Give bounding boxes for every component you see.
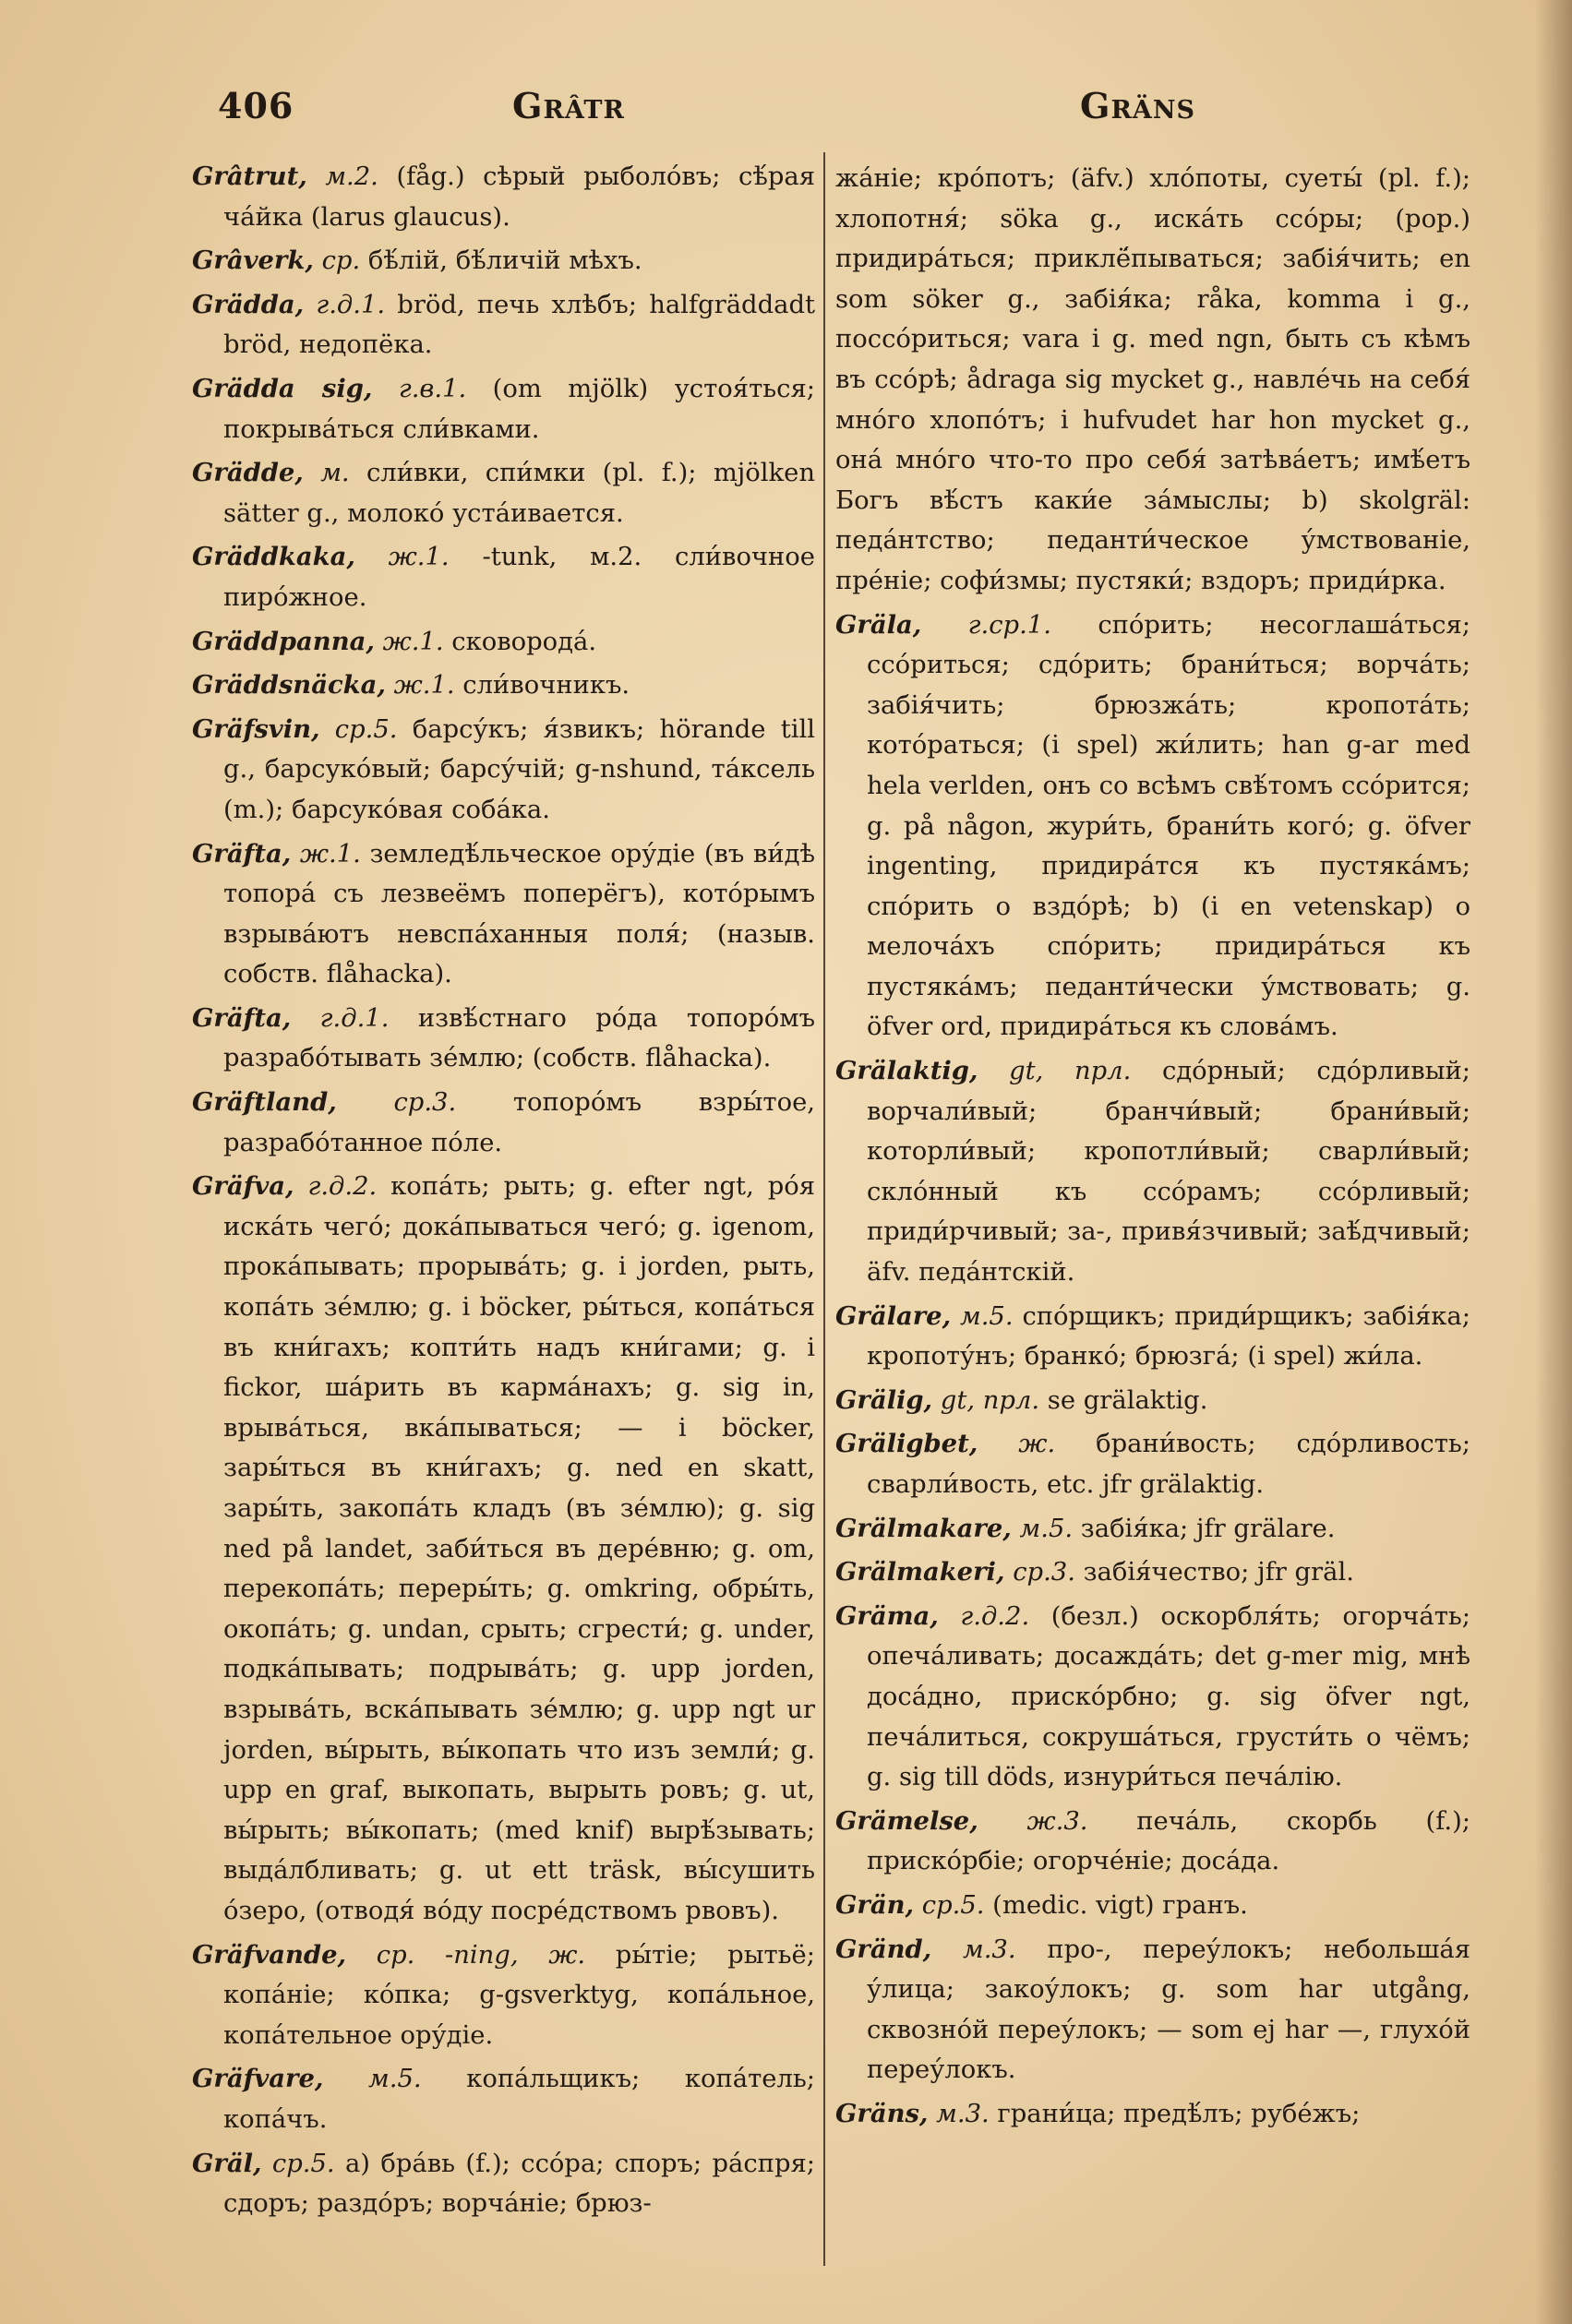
dictionary-entry <box>835 1597 1470 1798</box>
entry-definition: (om mjölk) устоя́ться; покрыва́ться сли́вками. <box>223 374 815 444</box>
dictionary-entry <box>192 1167 815 1931</box>
entry-definition: bröd, печь хлѣбъ; halfgräddadt bröd, недопёка. <box>223 290 815 360</box>
dictionary-entry <box>192 622 815 663</box>
entry-headword: Gräns, <box>835 2098 929 2128</box>
entry-headword: Gräfta, <box>192 838 292 869</box>
column-divider <box>823 152 825 2266</box>
dictionary-entry <box>192 1083 815 1163</box>
entry-definition: брани́вость; сдо́рливость; сварли́вость, etc. jfr grälaktig. <box>867 1430 1470 1499</box>
dictionary-entry <box>192 285 815 365</box>
entry-headword: Gräddsnäcka, <box>192 670 386 701</box>
entry-definition: копа́льщикъ; копа́тель; копа́чъ. <box>223 2065 816 2134</box>
dictionary-entry <box>835 1509 1470 1550</box>
entry-grammar: ж.1. <box>385 671 455 701</box>
entry-grammar: г.д.1. <box>291 1003 390 1033</box>
entry-grammar: м.5. <box>951 1301 1014 1331</box>
entry-headword: Gräfvare, <box>192 2064 324 2094</box>
entry-definition: топоро́мъ взры́тое, разрабо́танное по́ле. <box>223 1088 815 1157</box>
dictionary-entry <box>192 241 815 282</box>
entry-headword: Gräfvande, <box>192 1939 347 1970</box>
entry-grammar: г.в.1. <box>372 374 467 403</box>
entry-definition: сли́вочникъ. <box>454 671 630 701</box>
entry-grammar: ср.5. <box>319 714 398 744</box>
dictionary-entry <box>192 710 815 831</box>
dictionary-entry <box>835 2094 1470 2135</box>
entry-definition: спо́рщикъ; приди́рщикъ; забія́ка; кропоту́нъ; бранко́; брюзга́; (i spel) жи́ла. <box>867 1301 1470 1372</box>
dictionary-entry <box>835 159 1470 602</box>
entry-headword: Gräddpanna, <box>192 626 375 656</box>
entry-headword: Gräftland, <box>192 1087 337 1118</box>
dictionary-entry <box>192 665 815 706</box>
entry-grammar: м.5. <box>323 2065 422 2094</box>
entry-definition: печа́ль, скорбь (f.); приско́рбіе; огорче́ніе; доса́да. <box>867 1806 1470 1876</box>
entry-headword: Grâverk, <box>192 246 314 276</box>
entry-grammar: ср.3. <box>336 1088 457 1118</box>
dictionary-entry <box>835 1552 1470 1593</box>
entry-definition: барсу́къ; я́звикъ; hörande till g., барсуко́вый; барсу́чій; g-nshund, та́ксель (m.); барсуко́вая соба́ка. <box>223 714 815 824</box>
dictionary-entry <box>835 605 1470 1048</box>
right-column <box>835 159 1470 2138</box>
entry-headword: Gräligbet, <box>835 1429 978 1459</box>
entry-grammar: gt, прл. <box>978 1057 1132 1086</box>
entry-definition: сдо́рный; сдо́рливый; ворчали́вый; бранчи́вый; брани́вый; которли́вый; кропотли́вый; сварли́вый; скло́нный къ ссо́рамъ; ссо́рливый; приди́рчивый; за-, привя́зчивый; заѣ́дчивый; äfv. педа́нтскій. <box>867 1057 1470 1288</box>
entry-headword: Grän, <box>835 1889 915 1920</box>
entry-grammar: ср.5. <box>914 1890 985 1920</box>
entry-grammar: ср.5. <box>261 2149 335 2178</box>
dictionary-entry <box>192 2059 815 2139</box>
entry-definition: про-, переу́локъ; небольша́я у́лица; закоу́локъ; g. som har utgång, сквозно́й переу́локъ; — som ej har —, глухо́й переу́локъ. <box>867 1935 1471 2085</box>
entry-headword: Grädde, <box>192 458 304 488</box>
entry-headword: Grälare, <box>835 1300 952 1331</box>
dictionary-entry <box>192 2144 815 2224</box>
entry-grammar: ж. <box>978 1430 1056 1459</box>
entry-headword: Gränd, <box>835 1934 932 1964</box>
dictionary-entry <box>192 999 815 1079</box>
right-guide-word: Gräns <box>1080 85 1196 126</box>
entry-headword: Grämelse, <box>835 1805 978 1836</box>
entry-definition: жа́ніе; кро́потъ; (äfv.) хло́поты, суеты́ (pl. f.); хлопотня́; söka g., иска́ть ссо́ры; (pop.) придира́ться; приклё́пываться; забія́чить; en som söker g., забія́ка; råka, komma i g., поссо́риться; vara i g. med ngn, быть съ кѣмъ въ ссо́рѣ; ådraga sig mycket g., навле́чь на себя́ мно́го хлопо́тъ; i hufvudet har hon mycket g., она́ мно́го что-то про себя́ затѣва́етъ; имѣ́етъ Богъ вѣ́стъ каки́е за́мыслы; b) skolgräl: педа́нтство; педанти́ческое у́мствованіе, пре́ніе; софи́змы; пустяки́; вздоръ; приди́рка. <box>835 164 1470 595</box>
entry-definition: ры́тіе; рытьё; копа́ніе; ко́пка; g-gsverktyg, копа́льное, копа́тельное ору́діе. <box>223 1940 815 2050</box>
left-column <box>192 157 815 2228</box>
entry-grammar: м.3. <box>931 1935 1016 1964</box>
entry-definition: бѣ́лій, бѣ́личій мѣхъ. <box>360 246 642 276</box>
entry-grammar: ж.1. <box>354 543 450 572</box>
entry-grammar: ср. <box>313 246 361 276</box>
entry-headword: Gräfva, <box>192 1171 294 1202</box>
entry-grammar: ср. -ning, ж. <box>346 1940 586 1970</box>
dictionary-entry <box>192 453 815 533</box>
entry-grammar: м. <box>303 459 350 488</box>
dictionary-entry <box>192 1935 815 2056</box>
dictionary-entry <box>192 369 815 449</box>
entry-headword: Gräfta, <box>192 1002 292 1033</box>
entry-definition: -tunk, м.2. сли́вочное пиро́жное. <box>223 543 815 612</box>
entry-grammar: ж.3. <box>978 1806 1088 1836</box>
entry-headword: Gräl, <box>192 2148 262 2178</box>
dictionary-entry <box>835 1381 1470 1421</box>
entry-headword: Gräfsvin, <box>192 713 320 744</box>
page-edge-shadow <box>1535 0 1572 2324</box>
entry-definition: забія́ка; jfr grälare. <box>1073 1514 1336 1543</box>
entry-definition: se grälaktig. <box>1039 1385 1208 1415</box>
dictionary-entry <box>192 537 815 617</box>
entry-definition: грани́ца; предѣ́лъ; рубе́жъ; <box>989 2099 1361 2128</box>
dictionary-entry <box>835 1930 1470 2090</box>
entry-headword: Grälaktig, <box>835 1056 978 1086</box>
entry-headword: Gräma, <box>835 1600 939 1631</box>
entry-definition: забія́чество; jfr gräl. <box>1074 1558 1354 1587</box>
entry-definition: (medic. vigt) гранъ. <box>984 1890 1248 1920</box>
entry-definition: (безл.) оскорбля́ть; огорча́ть; опеча́ливать; досажда́ть; det g-mer mig, мнѣ доса́дно, приско́рбно; g. sig öfver ngt, печа́литься, сокруша́ться, грусти́ть о чёмъ; g. sig till döds, изнури́ться печа́лію. <box>867 1601 1470 1792</box>
left-guide-word: Grâtr <box>512 85 625 126</box>
entry-headword: Grälmakeri, <box>835 1557 1005 1587</box>
page-header <box>0 85 1572 140</box>
entry-headword: Gräla, <box>835 609 922 640</box>
entry-definition: сли́вки, спи́мки (pl. f.); mjölken sätter g., молоко́ уста́ивается. <box>223 459 815 528</box>
entry-grammar: г.д.2. <box>938 1601 1030 1631</box>
entry-grammar: г.ср.1. <box>921 610 1051 640</box>
dictionary-entry <box>835 1802 1470 1882</box>
dictionary-entry <box>835 1424 1470 1504</box>
entry-grammar: ср.3. <box>1004 1558 1075 1587</box>
entry-definition: извѣ́стнаго ро́да топоро́мъ разрабо́тывать зе́млю; (собств. flåhacka). <box>223 1003 815 1073</box>
dictionary-entry <box>835 1297 1470 1377</box>
entry-headword: Grädda, <box>192 289 305 319</box>
entry-definition: копа́ть; рыть; g. efter ngt, ро́я иска́ть чего́; дока́пываться чего́; g. igenom, прока́пывать; прорыва́ть; g. i jorden, рыть, копа́ть зе́млю; g. i böcker, ры́ться, копа́ться въ кни́гахъ; копти́ть надъ кни́гами; g. i fickor, ша́рить въ карма́нахъ; g. sig in, врыва́ться, вка́пываться; — i böcker, зары́ться въ кни́гахъ; g. ned en skatt, зары́ть, закопа́ть кладъ (въ зе́млю); g. sig ned på landet, заби́ться въ дере́вню; g. om, перекопа́ть; переры́ть; g. omkring, обры́ть, окопа́ть; g. undan, срыть; сгрести́; g. under, подка́пывать; подрыва́ть; g. upp jorden, взрыва́ть, вска́пывать зе́млю; g. upp ngt ur jorden, вы́рыть, вы́копать что изъ земли́; g. upp en graf, выкопать, вырыть ровъ; g. ut, вы́рыть; вы́копать; (med knif) вырѣ́зывать; выда́лбливать; g. ut ett träsk, вы́сушить о́зеро, (отводя́ во́ду посре́дствомъ рвовъ). <box>223 1172 815 1925</box>
entry-headword: Grâtrut, <box>192 162 307 191</box>
entry-headword: Grälmakare, <box>835 1513 1012 1543</box>
entry-headword: Grädda sig, <box>192 373 373 403</box>
dictionary-entry <box>192 157 815 237</box>
entry-grammar: ж.1. <box>291 839 361 869</box>
entry-grammar: м.3. <box>928 2099 990 2128</box>
dictionary-entry <box>835 1886 1470 1926</box>
entry-grammar: г.д.2. <box>294 1172 378 1202</box>
entry-grammar: gt, прл. <box>932 1385 1040 1415</box>
entry-headword: Grälig, <box>835 1384 933 1415</box>
entry-grammar: м.2. <box>306 162 378 191</box>
entry-grammar: м.5. <box>1011 1514 1074 1543</box>
entry-definition: спо́рить; несоглаша́ться; ссо́риться; сдо́рить; брани́ться; ворча́ть; забія́чить; брюзжа́ть; кропота́ть; кото́раться; (i spel) жи́лить; han g-ar med hela verlden, онъ со всѣмъ свѣ́томъ ссо́рится; g. på någon, жури́ть, брани́ть кого́; g. öfver ingenting, придира́тся къ пустяка́мъ; спо́рить о вздо́рѣ; b) (i en vetenskap) о мелоча́хъ спо́рить; придира́ться къ пустяка́мъ; педанти́чески у́мствовать; g. öfver ord, придира́ться къ слова́мъ. <box>867 610 1470 1042</box>
dictionary-entry <box>192 834 815 995</box>
entry-grammar: г.д.1. <box>304 290 386 319</box>
entry-definition: a) бра́вь (f.); ссо́ра; споръ; ра́спря; сдоръ; раздо́ръ; ворча́ніе; брюз- <box>223 2149 816 2219</box>
dictionary-entry <box>835 1051 1470 1293</box>
entry-headword: Gräddkaka, <box>192 542 355 572</box>
entry-definition: земледѣ́льческое ору́діе (въ ви́дѣ топора́ съ лезвеёмъ поперёгъ), кото́рымъ взрыва́ютъ невспа́ханныя поля́; (назыв. собств. flåhacka). <box>223 839 815 989</box>
entry-definition: (fåg.) сѣрый рыболо́въ; сѣ́рая ча́йка (larus glaucus). <box>223 162 815 232</box>
entry-grammar: ж.1. <box>374 627 444 656</box>
page-number: 406 <box>218 85 294 126</box>
entry-definition: сковорода́. <box>443 627 597 656</box>
